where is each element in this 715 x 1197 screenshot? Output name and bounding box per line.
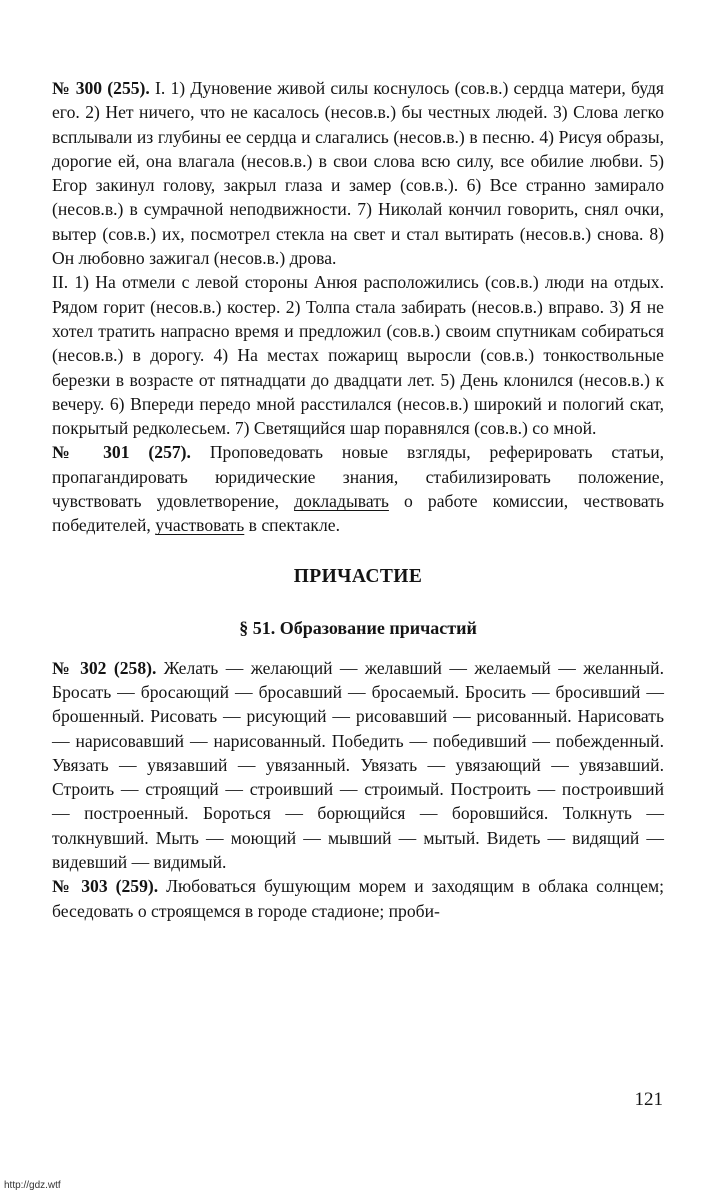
exercise-301 — [52, 440, 664, 537]
exercise-301-text-c: в спектакле. — [244, 515, 340, 536]
exercise-303 — [52, 874, 664, 923]
exercise-300-part2 — [52, 270, 664, 440]
textbook-page — [52, 76, 664, 923]
exercise-300 — [52, 76, 664, 270]
exercise-303-label: № 303 (259). — [52, 876, 159, 897]
watermark-url[interactable]: http://gdz.wtf — [4, 1180, 61, 1191]
exercise-301-text-a: Проповедовать новые взгляды, реферировать статьи, пропагандировать юридические знания, стабилизировать положение, чувствовать удовлетворение, — [52, 442, 665, 512]
exercise-300-part2-text: II. 1) На отмели с левой стороны Анюя расположились (сов.в.) люди на отдых. Рядом горит (несов.в.) костер. 2) Толпа стала забирать (несов.в.) вправо. 3) Я не хотел тратить напрасно время и предложил (сов.в.) своим спутникам собираться (несов.в.) в дорогу. 4) На местах пожарищ выросли (сов.в.) тонкоствольные березки в возрасте от пятнадцати до двадцати лет. 5) День клонился (несов.в.) к вечеру. 6) Впереди передо мной расстилался (несов.в.) широкий и пологий скат, покрытый редколесьем. 7) Светящийся шар поравнялся (сов.в.) со мной. — [52, 272, 664, 439]
page-number: 121 — [634, 1089, 663, 1110]
exercise-302-label: № 302 (258). — [52, 657, 157, 678]
underlined-word-2: участвовать — [155, 515, 245, 536]
exercise-302-text: Желать — желающий — желавший — желаемый — желанный. Бросать — бросающий — бросавший — бросаемый. Бросить — бросивший — брошенный. Рисовать — рисующий — рисовавший — рисованный. Нарисовать — нарисовавший — нарисованный. Победить — победивший — побежденный. Увязать — увязавший — увязанный. Увязать — увязающий — увязавший. Строить — строящий — строивший — строимый. Построить — построивший — построенный. Бороться — борющийся — боровшийся. Толкнуть — толкнувший. Мыть — моющий — мывший — мытый. Видеть — видящий — видевший — видимый. — [52, 657, 664, 873]
exercise-303-text: Любоваться бушующим морем и заходящим в облака солнцем; беседовать о строящемся в городе стадионе; проби- — [52, 876, 665, 921]
section-title: ПРИЧАСТИЕ — [293, 565, 423, 587]
subsection-title: § 51. Образование причастий — [239, 617, 477, 638]
exercise-301-label: № 301 (257). — [52, 442, 191, 463]
exercise-300-part1: I. 1) Дуновение живой силы коснулось (сов.в.) сердца матери, будя его. 2) Нет ничего, что не касалось (несов.в.) бы честных людей. 3) Слова легко всплывали из глубины ее сердца и слагались (несов.в.) в песню. 4) Рисуя образы, дорогие ей, она влагала (несов.в.) в свои слова всю силу, все обилие любви. 5) Егор закинул голову, закрыл глаза и замер (сов.в.). 6) Все странно замирало (несов.в.) в сумрачной неподвижности. 7) Николай кончил говорить, снял очки, вытер (сов.в.) их, посмотрел стекла на свет и стал вытирать (несов.в.) снова. 8) Он любовно зажигал (несов.в.) дрова. — [52, 78, 664, 269]
exercise-301-text-b: о работе комиссии, чествовать победителей, — [52, 491, 664, 536]
underlined-word-1: докладывать — [294, 491, 389, 512]
exercise-300-label: № 300 (255). — [52, 78, 150, 98]
exercise-302 — [52, 656, 664, 875]
